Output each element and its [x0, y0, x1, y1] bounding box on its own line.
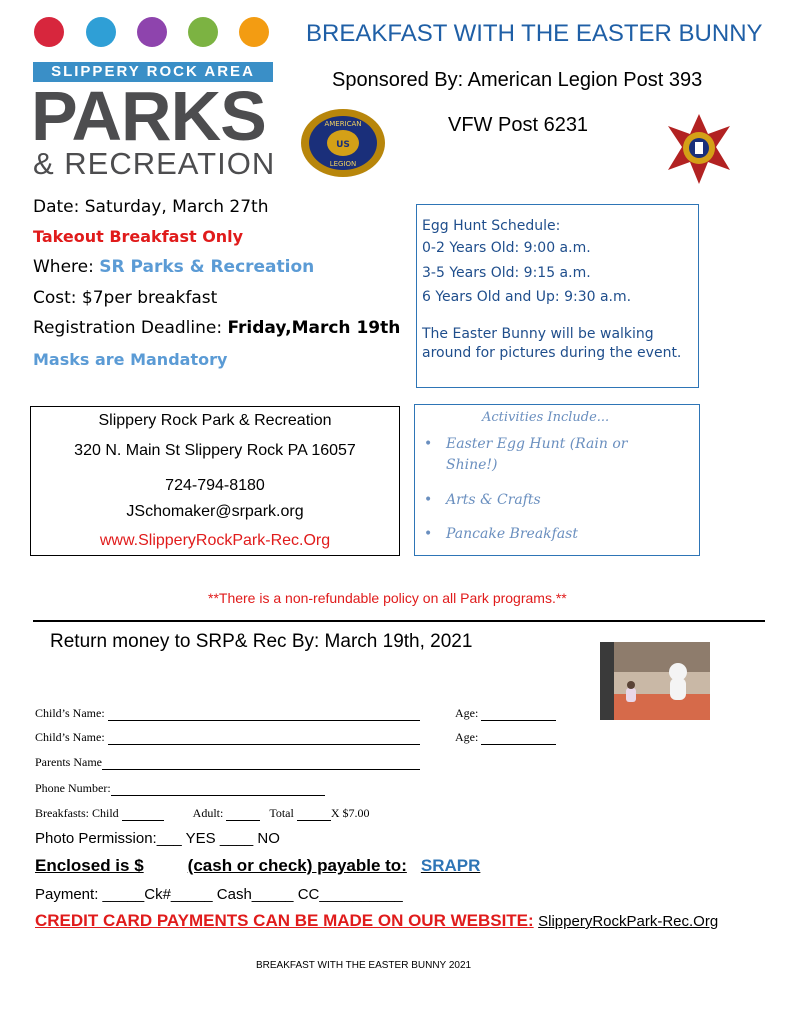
payee: SRAPR [420, 856, 481, 875]
payable-to-label: (cash or check) payable to: [187, 856, 407, 875]
adult-label: Adult: [192, 806, 224, 820]
logo-banner: SLIPPERY ROCK AREA [33, 62, 273, 82]
abc-blocks-icon [239, 17, 269, 47]
credit-card-website[interactable]: SlipperyRockPark-Rec.Org [538, 913, 719, 930]
where-label: Where: [33, 257, 100, 277]
american-legion-emblem [300, 108, 386, 178]
refund-policy: **There is a non-refundable policy on all Park programs.** [208, 590, 567, 606]
enclosed-label: Enclosed is $ [35, 856, 144, 875]
logo-recreation: & RECREATION [33, 146, 276, 181]
child-name-row [35, 730, 420, 745]
contact-phone: 724-794-8180 [165, 477, 265, 494]
schedule-line: 0-2 Years Old: 9:00 a.m. [422, 240, 591, 256]
deadline-value: Friday,March 19th [227, 318, 401, 338]
schedule-line: 3-5 Years Old: 9:15 a.m. [422, 265, 591, 281]
return-money-note: Return money to SRP& Rec By: March 19th, 2021 [50, 631, 473, 652]
bunny-note: The Easter Bunny will be walking [422, 326, 654, 342]
contact-website[interactable]: www.SlipperyRockPark-Rec.Org [99, 532, 331, 549]
activity-item: Easter Egg Hunt (Rain or [446, 436, 628, 452]
enclosed-line [35, 856, 480, 876]
child-name-label: Child’s Name: [35, 730, 105, 744]
page-title: BREAKFAST WITH THE EASTER BUNNY [306, 20, 763, 47]
contact-box [30, 406, 400, 556]
total-label: Total [269, 806, 294, 820]
contact-name: Slippery Rock Park & Recreation [98, 412, 332, 429]
total-input[interactable] [297, 809, 331, 821]
adult-count-input[interactable] [226, 809, 260, 821]
child-count-input[interactable] [122, 809, 164, 821]
age-input[interactable] [481, 709, 556, 721]
contact-address: 320 N. Main St Slippery Rock PA 16057 [74, 442, 356, 459]
phone-number-row [35, 781, 325, 796]
age-label: Age: [455, 730, 479, 744]
price-label: X $7.00 [330, 806, 370, 820]
credit-card-notice: CREDIT CARD PAYMENTS CAN BE MADE ON OUR WEBSITE: [35, 911, 534, 930]
schedule-heading: Egg Hunt Schedule: [422, 218, 561, 234]
activity-item: Shine!) [446, 457, 498, 473]
activities-heading: Activities Include... [482, 410, 610, 425]
parents-name-label: Parents Name [35, 755, 102, 769]
child-name-input[interactable] [108, 709, 420, 721]
deadline-label: Registration Deadline: [33, 318, 228, 338]
age-input[interactable] [481, 733, 556, 745]
bullet-icon: • [424, 526, 433, 542]
parents-name-input[interactable] [102, 758, 420, 770]
divider [33, 620, 765, 622]
credit-card-line [35, 911, 718, 931]
child-name-row [35, 706, 420, 721]
mask-notice: Masks are Mandatory [33, 350, 228, 369]
child-name-input[interactable] [108, 733, 420, 745]
footer: BREAKFAST WITH THE EASTER BUNNY 2021 [256, 960, 472, 971]
breakfasts-row [35, 806, 370, 821]
schedule-line: 6 Years Old and Up: 9:30 a.m. [422, 289, 632, 305]
payment-line: Payment: _____Ck#_____ Cash_____ CC__________ [35, 886, 403, 903]
easter-bunny-photo [600, 642, 710, 720]
logo-parks: PARKS [31, 77, 266, 155]
legion-bottom-text: LEGION [329, 160, 357, 168]
activity-item: Arts & Crafts [446, 492, 541, 508]
photo-permission: Photo Permission:___ YES ____ NO [35, 830, 280, 847]
bullet-icon: • [424, 492, 433, 508]
family-icon [137, 17, 167, 47]
bullet-icon: • [424, 436, 433, 452]
hikers-icon [188, 17, 218, 47]
sports-balls-icon [34, 17, 64, 47]
registration-deadline [33, 318, 400, 338]
age-row [455, 706, 556, 721]
vfw-line: VFW Post 6231 [448, 114, 589, 136]
age-row [455, 730, 556, 745]
vfw-emblem [664, 112, 734, 186]
swimmer-icon [86, 17, 116, 47]
activity-item: Pancake Breakfast [446, 526, 578, 542]
parents-name-row [35, 755, 420, 770]
breakfasts-child-label: Breakfasts: Child [35, 806, 119, 820]
phone-number-input[interactable] [111, 784, 325, 796]
event-cost: Cost: $7per breakfast [33, 288, 218, 308]
where-value: SR Parks & Recreation [99, 257, 315, 277]
phone-number-label: Phone Number: [35, 781, 111, 795]
contact-email: JSchomaker@srpark.org [126, 503, 304, 520]
age-label: Age: [455, 706, 479, 720]
takeout-note: Takeout Breakfast Only [33, 227, 244, 246]
event-location [33, 257, 314, 277]
event-date: Date: Saturday, March 27th [33, 197, 269, 217]
legion-top-text: AMERICAN [324, 120, 362, 128]
legion-center-text: US [336, 140, 350, 150]
sponsor-line: Sponsored By: American Legion Post 393 [332, 69, 703, 91]
child-name-label: Child’s Name: [35, 706, 105, 720]
bunny-note: around for pictures during the event. [422, 345, 682, 361]
